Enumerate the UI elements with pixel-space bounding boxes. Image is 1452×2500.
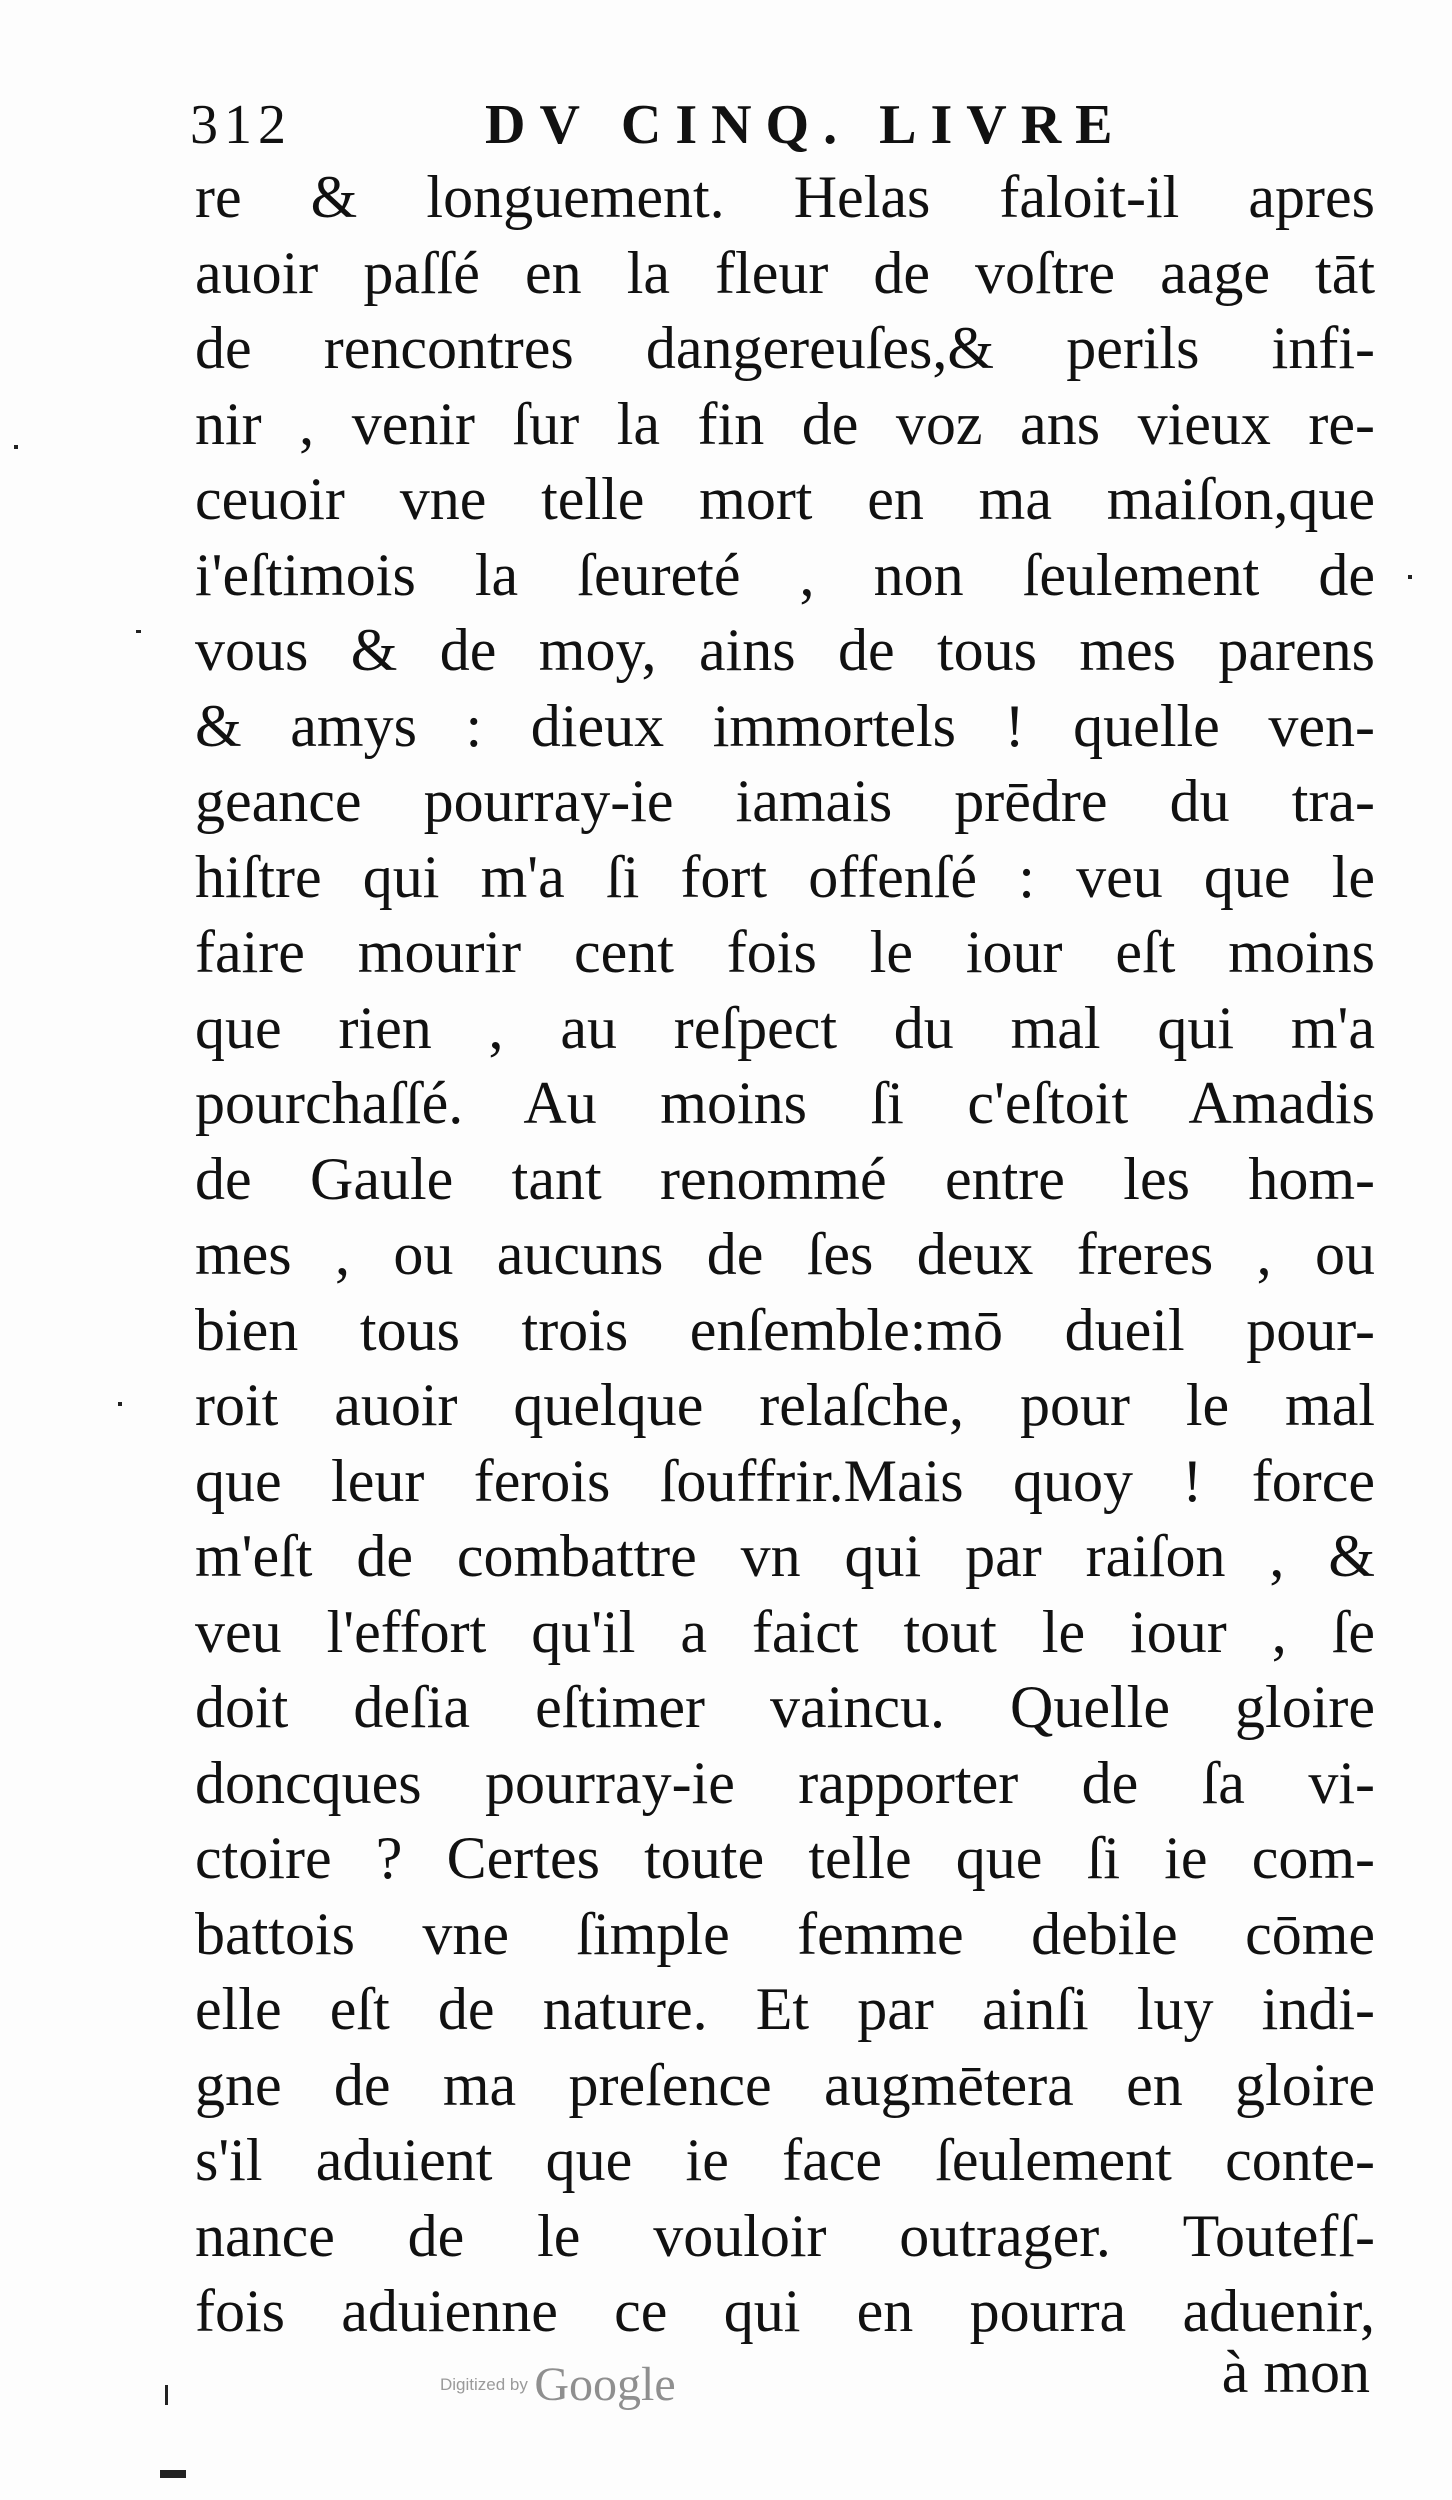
text-line: ceuoir vne telle mort en ma maiſon,que <box>195 466 1375 532</box>
ink-speck <box>14 445 18 449</box>
catchword: à mon <box>1221 2339 1370 2405</box>
text-line: de rencontres dangereuſes,& perils infi- <box>195 315 1375 381</box>
digitized-by-label: Digitized by <box>440 2375 528 2394</box>
page-header <box>190 85 1380 165</box>
text-line: nir , venir ſur la fin de voz ans vieux re- <box>195 390 1375 457</box>
text-line: roit auoir quelque relaſche, pour le mal <box>195 1372 1375 1438</box>
google-logo: Google <box>534 2358 676 2411</box>
text-line: fois aduienne ce qui en pourra aduenir, <box>195 2278 1375 2344</box>
text-line: m'eſt de combattre vn qui par raiſon , & <box>195 1523 1375 1589</box>
text-line: mes , ou aucuns de ſes deux freres , ou <box>195 1221 1375 1287</box>
ink-speck <box>118 1402 122 1406</box>
ink-speck <box>160 2470 186 2478</box>
text-line: s'il aduient que ie face ſeulement conte- <box>195 2127 1375 2193</box>
text-line: re & longuement. Helas faloit-il apres <box>195 164 1375 230</box>
text-line: hiſtre qui m'a ſi fort offenſé : veu que le <box>195 843 1375 910</box>
text-line: vous & de moy, ains de tous mes parens <box>195 617 1375 683</box>
text-line: & amys : dieux immortels ! quelle ven- <box>195 692 1375 759</box>
text-line: pourchaſſé. Au moins ſi c'eſtoit Amadis <box>195 1070 1375 1136</box>
text-line: doit deſia eſtimer vaincu. Quelle gloire <box>195 1674 1375 1740</box>
text-line: doncques pourray-ie rapporter de ſa vi- <box>195 1749 1375 1816</box>
text-line: que rien , au reſpect du mal qui m'a <box>195 994 1375 1061</box>
text-line: battois vne ſimple femme debile cōme <box>195 1900 1375 1967</box>
ink-speck <box>165 2385 168 2405</box>
text-line: i'eſtimois la ſeureté , non ſeulement de <box>195 541 1375 608</box>
text-line: de Gaule tant renommé entre les hom- <box>195 1145 1375 1212</box>
text-line: veu l'effort qu'il a faict tout le iour , ſe <box>195 1598 1375 1665</box>
digitized-watermark <box>440 2355 676 2415</box>
ink-speck <box>1408 575 1412 579</box>
text-line: nance de le vouloir outrager. Toutefſ- <box>195 2202 1375 2269</box>
body-text <box>195 160 1375 2350</box>
text-line: geance pourray-ie iamais prēdre du tra- <box>195 768 1375 834</box>
page-number: 312 <box>190 94 292 156</box>
text-line: elle eſt de nature. Et par ainſi luy indi- <box>195 1976 1375 2042</box>
text-line: ctoire ? Certes toute telle que ſi ie com- <box>195 1825 1375 1891</box>
text-line: bien tous trois enſemble:mō dueil pour- <box>195 1296 1375 1363</box>
ink-speck <box>136 630 141 633</box>
running-title: DV CINQ. LIVRE <box>485 94 1127 156</box>
text-line: faire mourir cent fois le iour eſt moins <box>195 919 1375 985</box>
text-line: que leur ferois ſouffrir.Mais quoy ! force <box>195 1447 1375 1514</box>
text-line: gne de ma preſence augmētera en gloire <box>195 2051 1375 2118</box>
text-line: auoir paſſé en la fleur de voſtre aage tāt <box>195 239 1375 306</box>
